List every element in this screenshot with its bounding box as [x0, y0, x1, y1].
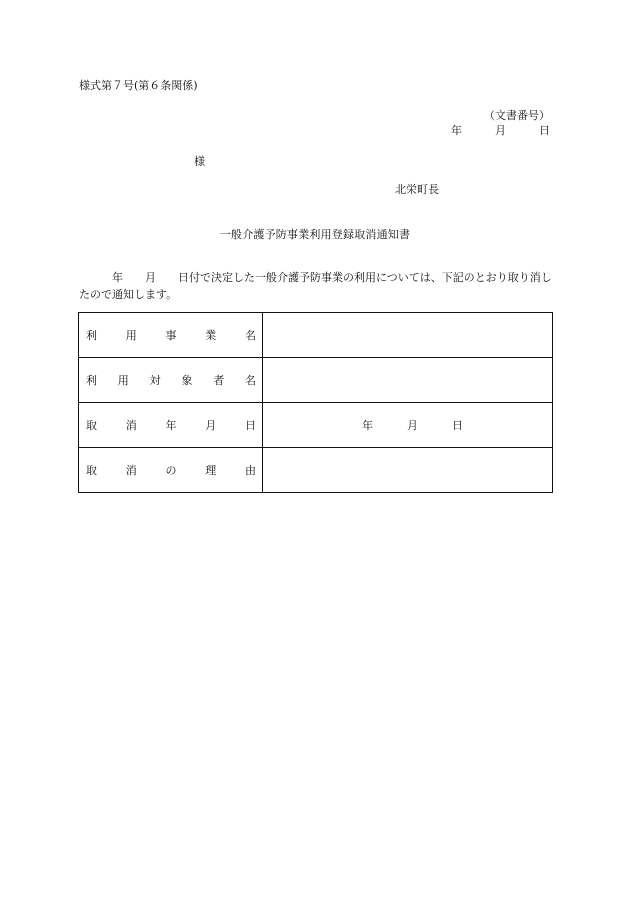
issue-date: [451, 125, 550, 136]
label-char: の: [165, 463, 177, 477]
label-char: 日: [245, 418, 256, 432]
cancel-date-year: 年: [362, 418, 373, 432]
body-month: 月: [145, 271, 156, 284]
label-char: 取: [86, 418, 97, 432]
user-name-value: [263, 358, 553, 403]
label-char: 消: [125, 463, 137, 477]
table-row: [79, 358, 553, 403]
row-label-user-name: [79, 358, 263, 403]
label-char: 名: [244, 373, 256, 387]
body-text: 日付で決定した一般介護予防事業の利用については、下記のとおり取り消したので通知します。: [79, 271, 552, 301]
table-row: [79, 313, 553, 358]
label-char: 対: [149, 373, 161, 387]
cancel-date-day: 日: [452, 418, 463, 432]
label-char: 者: [213, 373, 225, 387]
table-row: [79, 403, 553, 448]
row-label-cancel-date: [79, 403, 263, 448]
label-char: 用: [125, 328, 137, 342]
label-char: 名: [245, 328, 256, 342]
row-label-service-name: [79, 313, 263, 358]
document-title: 一般介護予防事業利用登録取消通知書: [219, 228, 411, 241]
cancel-date-month: 月: [407, 418, 418, 432]
label-char: 由: [245, 463, 256, 477]
issue-date-day: 日: [539, 124, 550, 137]
label-char: 年: [165, 418, 177, 432]
label-char: 月: [205, 418, 217, 432]
label-char: 取: [86, 463, 97, 477]
table-row: [79, 448, 553, 493]
issue-date-month: 月: [495, 124, 506, 137]
label-char: 利: [86, 373, 97, 387]
label-char: 業: [205, 328, 217, 342]
info-table: [78, 312, 553, 493]
cancel-date-value: [263, 403, 553, 448]
addressee: 様: [194, 155, 205, 168]
notice-body: [79, 269, 552, 303]
row-label-cancel-reason: [79, 448, 263, 493]
label-char: 利: [86, 328, 97, 342]
label-char: 用: [117, 373, 129, 387]
document-number: （文書番号）: [484, 109, 550, 122]
issue-date-year: 年: [451, 124, 462, 137]
label-char: 理: [205, 463, 217, 477]
body-year: 年: [112, 271, 123, 284]
label-char: 象: [181, 373, 193, 387]
cancel-reason-value: [263, 448, 553, 493]
label-char: 消: [125, 418, 137, 432]
label-char: 事: [165, 328, 177, 342]
form-number: 様式第７号(第６条関係): [79, 79, 198, 92]
service-name-value: [263, 313, 553, 358]
sender-name: 北栄町長: [395, 183, 439, 196]
